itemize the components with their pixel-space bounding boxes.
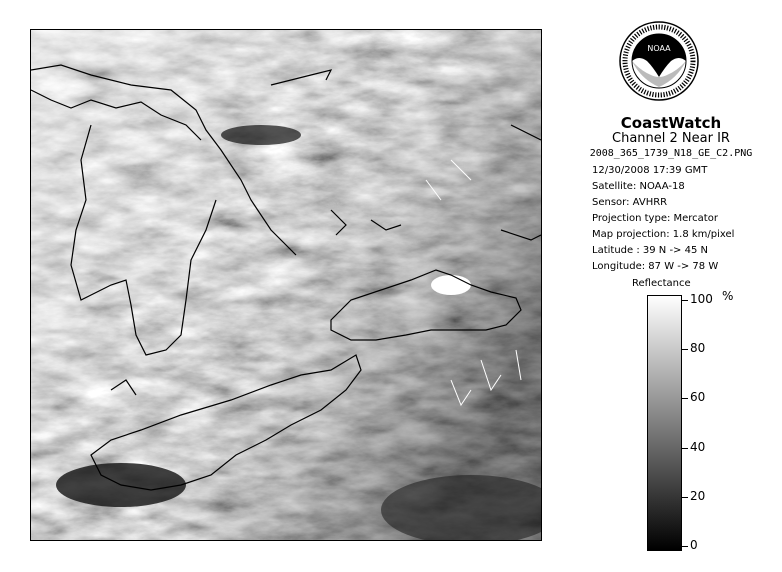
channel-name: Channel 2 Near IR — [612, 131, 730, 146]
colorbar-tick — [682, 349, 688, 350]
longitude-range: Longitude: 87 W -> 78 W — [592, 261, 719, 272]
satellite-image — [31, 30, 541, 540]
projection-type: Projection type: Mercator — [592, 213, 718, 224]
sensor-info: Sensor: AVHRR — [592, 197, 668, 208]
colorbar-unit: % — [722, 289, 734, 303]
latitude-range: Latitude : 39 N -> 45 N — [592, 245, 708, 256]
tick-label-20: 20 — [690, 489, 706, 503]
logo-text: NOAA — [647, 44, 671, 53]
map-projection: Map projection: 1.8 km/pixel — [592, 229, 735, 240]
tick-label-80: 80 — [690, 341, 706, 355]
date-time: 12/30/2008 17:39 GMT — [592, 165, 708, 176]
reflectance-colorbar — [647, 295, 682, 551]
colorbar-label: Reflectance — [632, 278, 691, 289]
colorbar-tick — [682, 398, 688, 399]
colorbar-tick — [682, 448, 688, 449]
satellite-info: Satellite: NOAA-18 — [592, 181, 685, 192]
colorbar-tick — [682, 497, 688, 498]
product-title: CoastWatch — [620, 114, 722, 132]
file-name: 2008_365_1739_N18_GE_C2.PNG — [589, 148, 753, 159]
colorbar-tick — [682, 546, 688, 547]
tick-label-40: 40 — [690, 440, 706, 454]
dark-region — [221, 125, 301, 145]
tick-label-0: 0 — [690, 538, 698, 552]
noaa-logo — [619, 21, 699, 101]
satellite-map — [30, 29, 542, 541]
colorbar-tick — [682, 300, 688, 301]
tick-label-100: 100 — [690, 292, 713, 306]
bright-cloud — [431, 275, 471, 295]
tick-label-60: 60 — [690, 390, 706, 404]
